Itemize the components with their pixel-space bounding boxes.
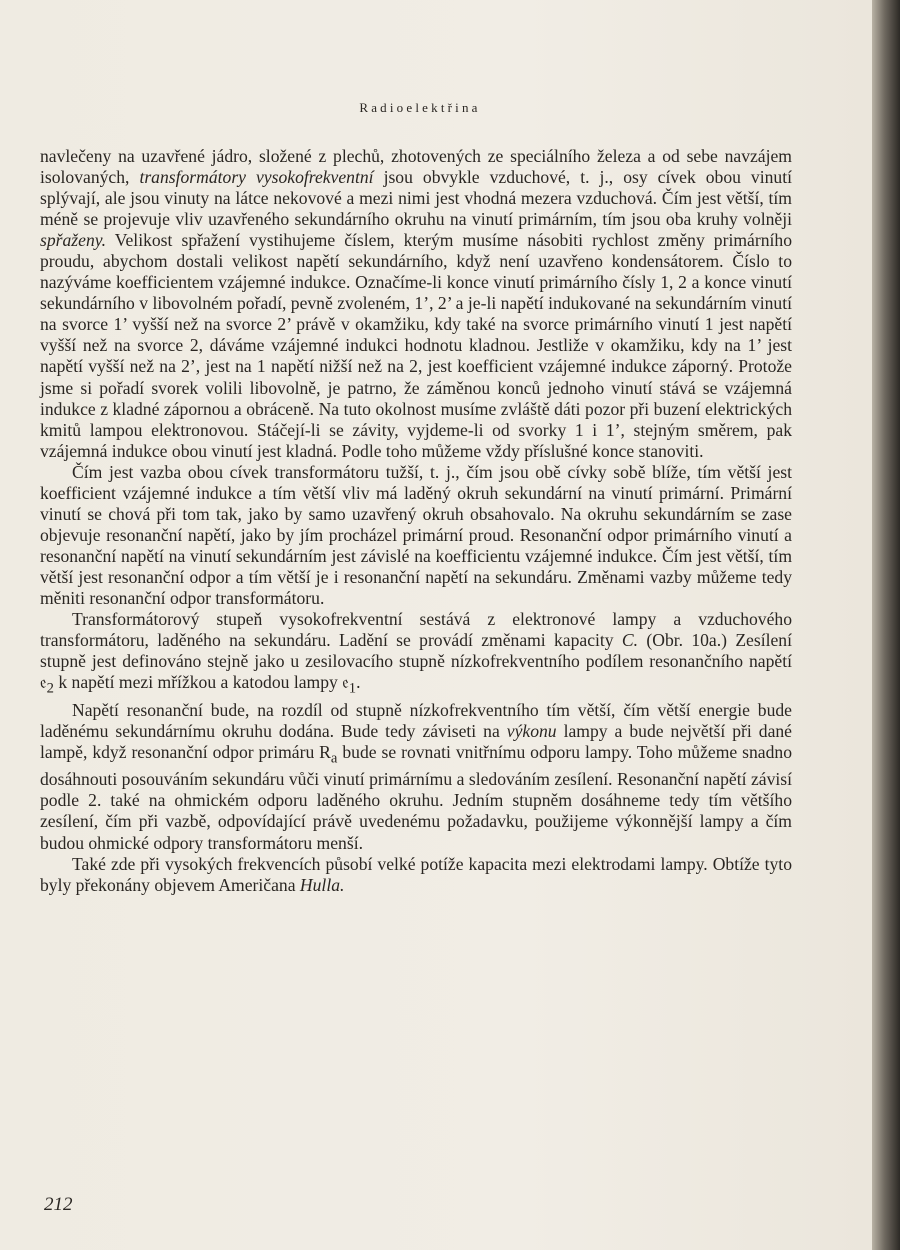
text-run: . [356,672,361,693]
text-run: Čím jest vazba obou cívek transformátoru tužší, t. j., čím jsou obě cívky sobě blíže, tím větší jest koefficient vzájemné indukce a tím větší vliv má laděný okruh sekundární na vinutí primární. Primární vinutí se chová při tom tak, jako by samo uzavřený okruh obsahovalo. Na okruhu sekundárním se zase objevuje resonanční napětí, jako by jím procházel primární proud. Resonanční odpor primárního vinutí a resonanční napětí na vinutí sekundárním jest závislé na koefficientu vzájemné indukce. Čím jest větší, tím větší jest resonanční odpor a tím větší je i resonanční napětí na sekundáru. Změnami vazby můžeme tedy měniti resonanční odpor transformátoru. [40,461,792,608]
emphasis-text: výkonu [506,720,557,741]
text-run: k napětí mezi mřížkou a katodou lampy 𝔢 [53,672,349,693]
text-run: bude se rovnati vnitřnímu odporu lampy. Toho můžeme snadno dosáhnouti posouváním sekundáru vůči vinutí primárnímu a sledováním zesílení. Resonanční napětí závisí podle 2. také na ohmickém odporu laděného okruhu. Jedním stupněm dosáhneme tedy tím většího zesílení, čím při vazbě, odpovídající právě uvedenému požadavku, použijeme výkonnější lampy a čím budou ohmické odpory transformátoru menší. [40,741,792,853]
text-run: navlečeny na uzavřené jádro, složené z plechů, zhotovených ze speciálního železa a od sebe navzájem isolovaných, [40,146,792,188]
emphasis-text: transformátory vysokofrekventní [139,167,374,188]
text-run: jsou obvykle vzduchové, t. j., osy cívek obou vinutí splývají, ale jsou vinuty na látce nekovové a mezi nimi jest vhodná mezera vzduchová. Čím jest větší, tím méně se projevuje vliv uzavřeného sekundárního okruhu na vinutí primárním, tím jsou oba kruhy volněji [40,167,792,230]
emphasis-text: Hulla. [299,874,345,895]
text-run: Velikost spřažení vystihujeme číslem, kterým musíme násobiti rychlost změny primárního proudu, abychom dostali velikost napětí sekundárního, když není uzavřeno kondensátorem. Číslo to nazýváme koefficientem vzájemné indukce. Označíme-li konce vinutí primárního čísly 1, 2 a konce vinutí sekundárního v libovolném pořadí, pevně zvoleném, 1’, 2’ a je-li napětí indukované na sekundárním vinutí na svorce 1’ vyšší než na svorce 2’ právě v okamžiku, kdy také na svorce primárního vinutí 1 jest napětí vyšší než na svorce 2, dáváme vzájemné indukci hodnotu kladnou. Jestliže v okamžiku, kdy na 1’ jest napětí vyšší než na 2’, jest na 1 napětí nižší než na 2, jest koefficient vzájemné indukce záporný. Protože jsme si pořadí svorek volili libovolně, je patrno, že záměnou konců jednoho vinutí stává se vzájemná indukce z kladné zápornou a obráceně. Na tuto okolnost musíme zvláště dáti pozor při buzení elektrických kmitů lampou elektronovou. Stáčejí-li se závity, vyjdeme-li od svorky 1 i 1’, stejným směrem, pak vzájemná indukce obou vinutí jest kladná. Podle toho můžeme vždy příslušné konce stanoviti. [40,230,792,461]
text-run: Také zde při vysokých frekvencích působí velké potíže kapacita mezi elektrodami lampy. Obtíže tyto byly překonány objevem Američana [40,853,792,895]
text-run: lampy a bude největší při dané lampě, když resonanční odpor primáru R [40,720,792,762]
emphasis-text: C. [621,630,639,651]
text-run: (Obr. 10a.) Zesílení stupně jest definováno stejně jako u zesilovacího stupně nízkofrekventního podílem resonančního napětí 𝔢 [40,630,792,693]
body-text [40,146,792,896]
book-gutter-shadow [872,0,900,1250]
paragraph [40,700,792,854]
paragraph [40,854,792,896]
text-run: Transformátorový stupeň vysokofrekventní sestává z elektronové lampy a vzduchového transformátoru, laděného na sekundáru. Ladění se provádí změnami kapacity [40,609,792,651]
page-number: 212 [44,1194,73,1215]
emphasis-text: spřaženy. [40,230,106,251]
paragraph [40,609,792,700]
paragraph [40,462,792,609]
subscript: 2 [46,680,54,697]
paragraph [40,146,792,462]
running-head: Radioelektřina [359,100,481,115]
subscript: a [330,750,338,767]
text-run: Napětí resonanční bude, na rozdíl od stupně nízkofrekventního tím větší, čím větší energie bude laděnému sekundárnímu okruhu dodána. Bude tedy záviseti na [40,699,792,741]
subscript: 1 [348,680,357,697]
